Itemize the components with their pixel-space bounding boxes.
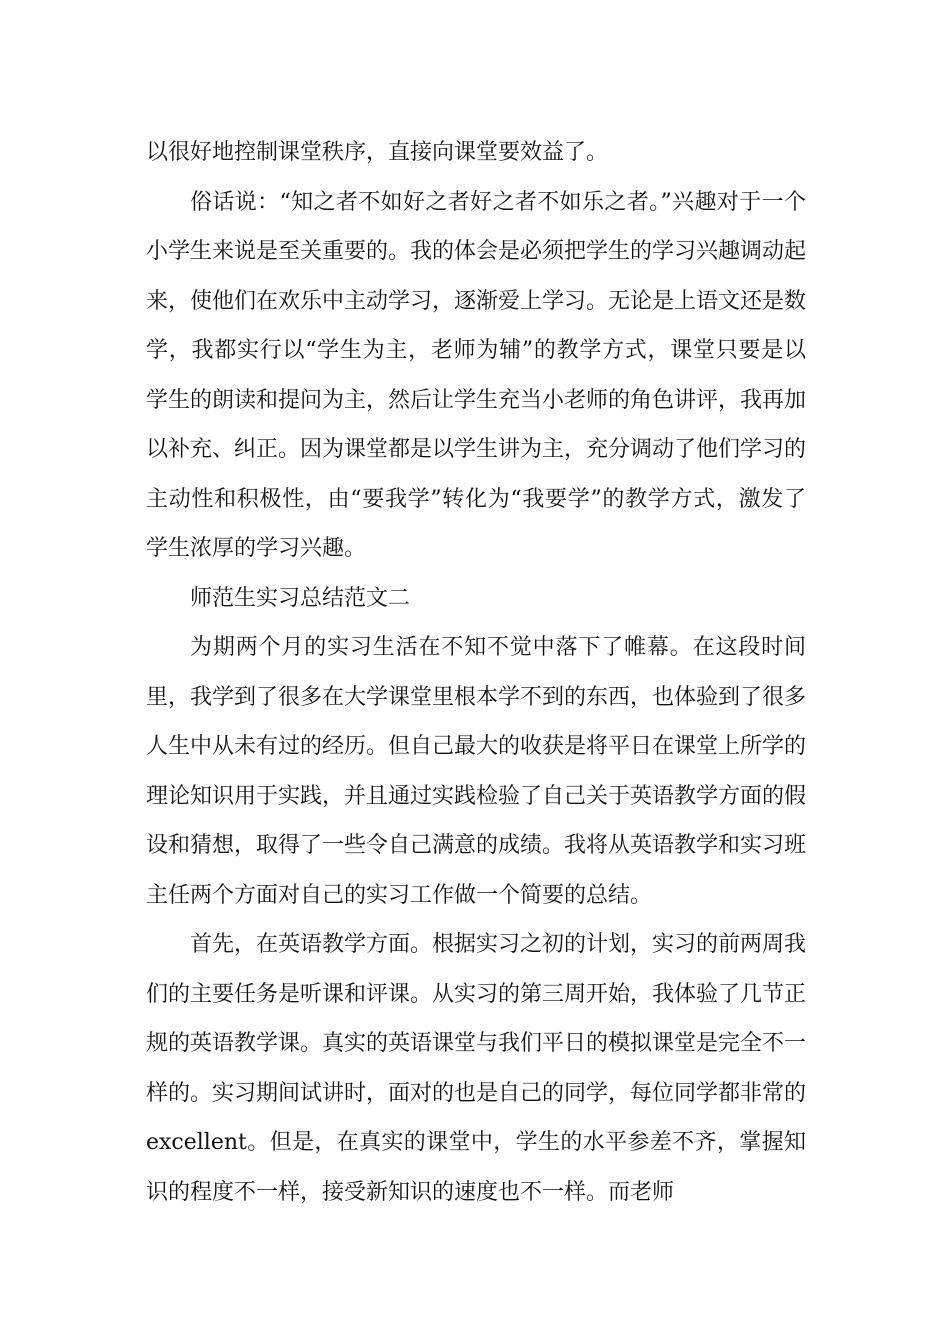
paragraph-1: 以很好地控制课堂秩序，直接向课堂要效益了。 — [146, 140, 609, 165]
document-body — [146, 128, 806, 1217]
section-heading: 师范生实习总结范文二 — [190, 585, 411, 611]
paragraph-4: 首先，在英语教学方面。根据实习之初的计划，实习的前两周我们的主要任务是听课和评课。从实习的第三周开始，我体验了几节正规的英语教学课。真实的英语课堂与我们平日的模拟课堂是完全不一样的。实习期间试讲时，面对的也是自己的同学，每位同学都非常的excellent。但是，在真实的课堂中，学生的水平参差不齐，掌握知识的程度不一样，接受新知识的速度也不一样。而老师 — [146, 932, 807, 1205]
paragraph-2: 俗话说：“知之者不如好之者好之者不如乐之者。”兴趣对于一个小学生来说是至关重要的。我的体会是必须把学生的学习兴趣调动起来，使他们在欢乐中主动学习，逐渐爱上学习。无论是上语文还是数学，我都实行以“学生为主，老师为辅”的教学方式，课堂只要是以学生的朗读和提问为主，然后让学生充当小老师的角色讲评，我再加以补充、纠正。因为课堂都是以学生讲为主，充分调动了他们学习的主动性和积极性，由“要我学”转化为“我要学”的教学方式，激发了学生浓厚的学习兴趣。 — [146, 189, 807, 561]
paragraph-3: 为期两个月的实习生活在不知不觉中落下了帷幕。在这段时间里，我学到了很多在大学课堂里根本学不到的东西，也体验到了很多人生中从未有过的经历。但自己最大的收获是将平日在课堂上所学的理论知识用于实践，并且通过实践检验了自己关于英语教学方面的假设和猜想，取得了一些令自己满意的成绩。我将从英语教学和实习班主任两个方面对自己的实习工作做一个简要的总结。 — [146, 635, 807, 908]
